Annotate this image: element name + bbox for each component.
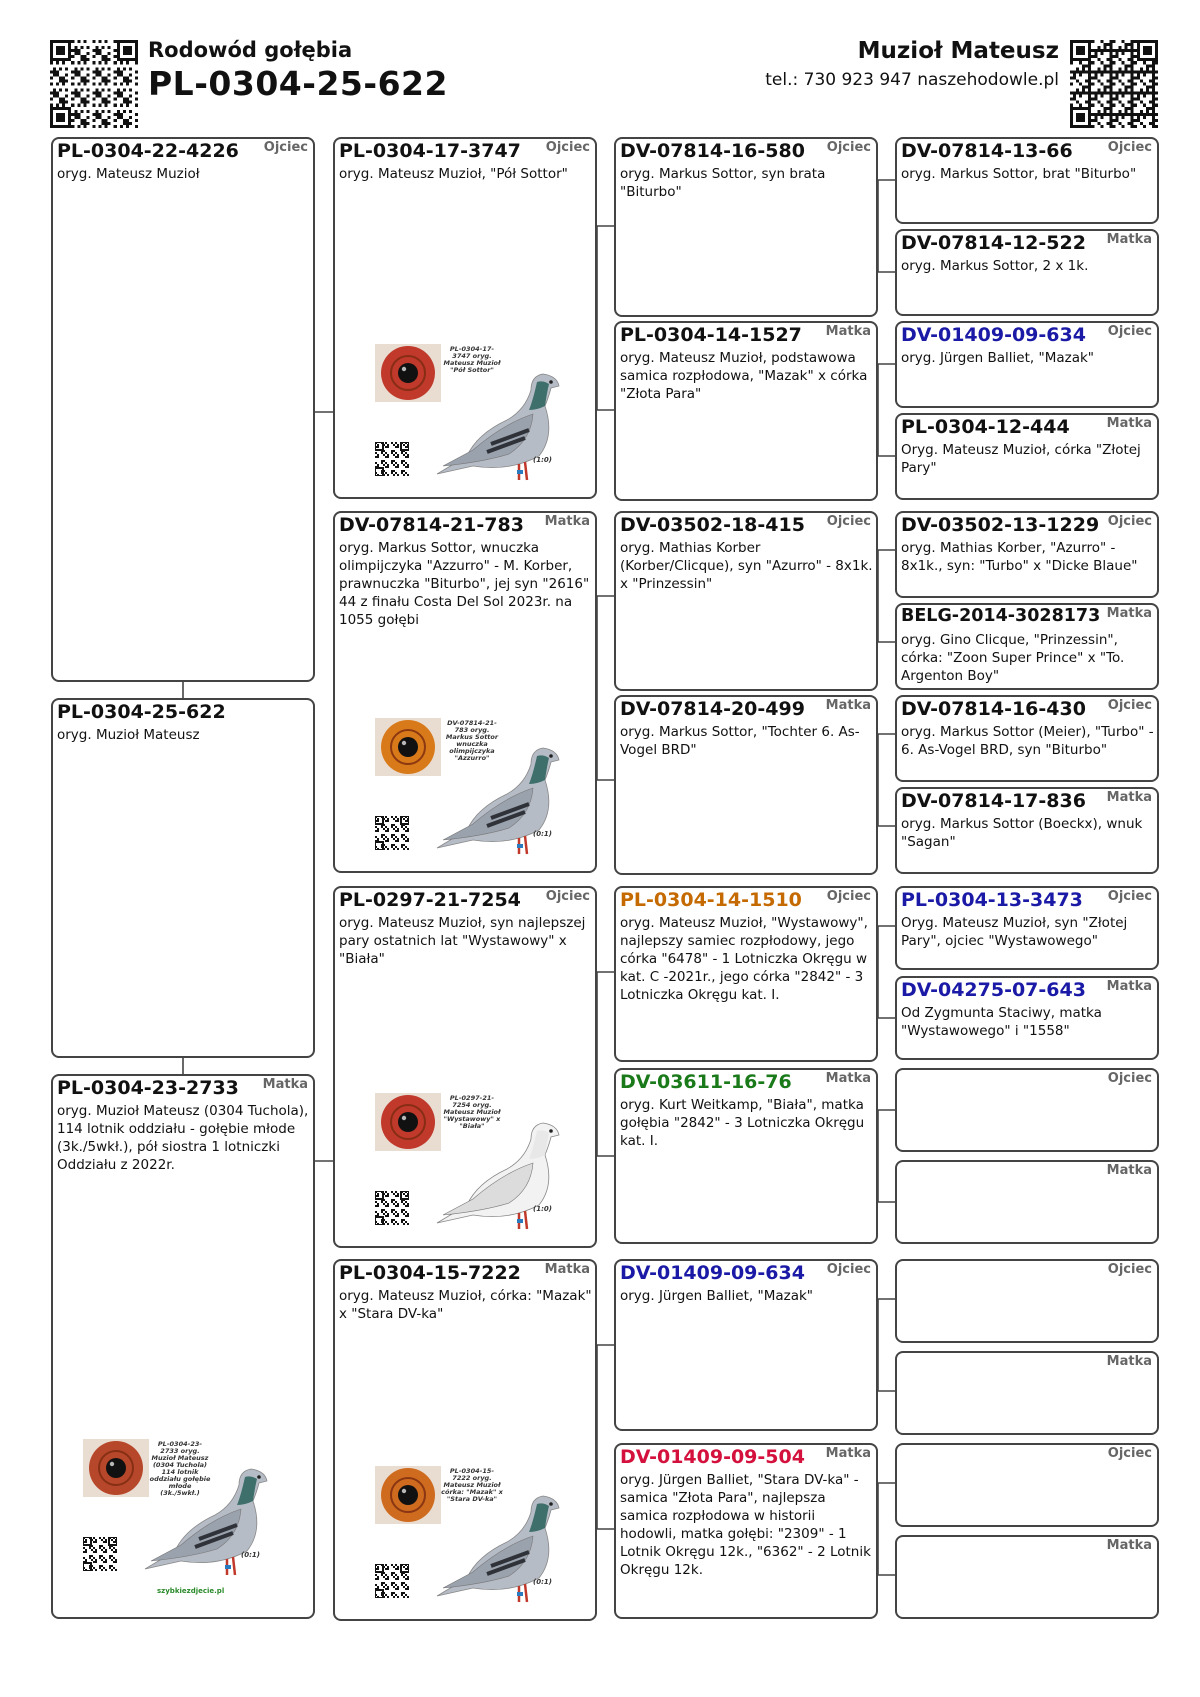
ring-number: DV-07814-16-580 [620, 140, 805, 162]
pedigree-box-g3e [614, 886, 878, 1062]
description: oryg. Mathias Korber (Korber/Clicque), syn "Azurro" - 8x1k. x "Prinzessin" [620, 540, 873, 592]
description: oryg. Jürgen Balliet, "Mazak" [901, 350, 1095, 366]
description: oryg. Muzioł Mateusz (0304 Tuchola), 114 lotnik oddziału - gołębie młode (3k./5wkł.), pół siostra 1 lotniczki Oddziału z 2022r. [57, 1103, 309, 1173]
description: oryg. Jürgen Balliet, "Mazak" [620, 1288, 814, 1304]
pedigree-box-g4e [895, 511, 1159, 598]
pedigree-box-g4m [895, 1259, 1159, 1343]
ring-number: DV-01409-09-634 [901, 324, 1086, 346]
photo-caption: PL-0304-23-2733 oryg. Muzioł Mateusz (0304 Tuchola) 114 lotnik oddziału gołębie młode (3k./5wkł.) [149, 1440, 211, 1497]
pedigree-box-g1f [51, 137, 315, 682]
pigeon-photo-g2d [375, 1466, 575, 1626]
sex-label: Matka [825, 1071, 871, 1086]
photo-score: (0:1) [533, 830, 552, 838]
sex-label: Ojciec [1107, 1262, 1152, 1277]
ring-number: PL-0304-23-2733 [57, 1077, 239, 1099]
pedigree-box-g4b [895, 229, 1159, 316]
description: oryg. Mathias Korber, "Azurro" - 8x1k., syn: "Turbo" x "Dicke Blaue" [901, 540, 1138, 574]
pedigree-box-g3c [614, 511, 878, 691]
photo-caption: DV-07814-21-783 oryg. Markus Sottor wnuczka olimpijczyka "Azzurro" [445, 719, 499, 762]
photo-logo: szybkiezdjecie.pl [157, 1587, 225, 1595]
ring-number: DV-04275-07-643 [901, 979, 1086, 1001]
ring-number: DV-07814-13-66 [901, 140, 1073, 162]
description: Od Zygmunta Staciwy, matka "Wystawowego" i "1558" [901, 1005, 1102, 1039]
pedigree-box-g4j [895, 976, 1159, 1060]
photo-caption: PL-0304-15-7222 oryg. Mateusz Muzioł córka: "Mazak" x "Stara DV-ka" [441, 1467, 503, 1503]
sex-label: Matka [1106, 790, 1152, 805]
pedigree-box-g3b [614, 321, 878, 501]
description: Oryg. Mateusz Muzioł, córka "Złotej Pary" [901, 442, 1141, 476]
description: oryg. Mateusz Muzioł, córka: "Mazak" x "Stara DV-ka" [339, 1288, 592, 1322]
sex-label: Ojciec [1107, 889, 1152, 904]
pigeon-photo-g2a [375, 344, 575, 504]
ring-number: DV-07814-21-783 [339, 514, 524, 536]
sex-label: Ojciec [1107, 140, 1152, 155]
document-title: Rodowód gołębia [148, 38, 353, 62]
sex-label: Matka [825, 324, 871, 339]
description: oryg. Mateusz Muzioł, podstawowa samica rozpłodowa, "Mazak" x córka "Złota Para" [620, 350, 868, 402]
ring-number: PL-0304-13-3473 [901, 889, 1083, 911]
description: oryg. Markus Sottor, "Tochter 6. As-Vogel BRD" [620, 724, 860, 758]
pigeon-image [425, 1474, 575, 1614]
sex-label: Ojciec [545, 889, 590, 904]
qr-code-left [50, 40, 138, 128]
description: Oryg. Mateusz Muzioł, syn "Złotej Pary", ojciec "Wystawowego" [901, 915, 1128, 949]
sex-label: Matka [1106, 1538, 1152, 1553]
pigeon-image [133, 1447, 283, 1587]
pigeon-photo-g2b [375, 718, 575, 878]
pedigree-box-g4l [895, 1160, 1159, 1244]
photo-score: (1:0) [533, 456, 552, 464]
sex-label: Ojciec [1107, 1446, 1152, 1461]
sex-label: Matka [825, 698, 871, 713]
ring-number: PL-0304-17-3747 [339, 140, 521, 162]
qr-code-right [1070, 40, 1158, 128]
breeder-name: Muzioł Mateusz [857, 38, 1059, 64]
ring-number: PL-0304-14-1510 [620, 889, 802, 911]
description: oryg. Markus Sottor (Boeckx), wnuk "Sagan" [901, 816, 1143, 850]
ring-number: DV-03502-18-415 [620, 514, 805, 536]
pedigree-box-g4a [895, 137, 1159, 224]
photo-qr-code [83, 1537, 117, 1571]
photo-qr-code [375, 816, 409, 850]
sex-label: Ojciec [1107, 324, 1152, 339]
description: oryg. Mateusz Muzioł, syn najlepszej pary ostatnich lat "Wystawowy" x "Biała" [339, 915, 586, 967]
description: oryg. Markus Sottor, brat "Biturbo" [901, 166, 1137, 182]
sex-label: Ojciec [826, 140, 871, 155]
sex-label: Ojciec [826, 514, 871, 529]
pigeon-image [425, 726, 575, 866]
sex-label: Matka [825, 1446, 871, 1461]
description: oryg. Markus Sottor, wnuczka olimpijczyka "Azzurro" - M. Korber, prawnuczka "Biturbo", jej syn "2616" 44 z finału Costa Del Sol 2023r. na 1055 gołębi [339, 540, 590, 628]
photo-qr-code [375, 442, 409, 476]
pedigree-box-g4c [895, 321, 1159, 408]
pedigree-box-g3h [614, 1443, 878, 1619]
pigeon-image [425, 1101, 575, 1241]
pedigree-box-g3f [614, 1068, 878, 1244]
pedigree-box-g3a [614, 137, 878, 317]
pedigree-box-g4k [895, 1068, 1159, 1152]
pedigree-box-g4n [895, 1351, 1159, 1435]
description: oryg. Kurt Weitkamp, "Biała", matka gołębia "2842" - 3 Lotniczka Okręgu kat. I. [620, 1097, 865, 1149]
photo-caption: PL-0297-21-7254 oryg. Mateusz Muzioł "Wystawowy" x "Biała" [443, 1094, 501, 1130]
pigeon-ring-number: PL-0304-25-622 [148, 64, 448, 103]
sex-label: Matka [544, 514, 590, 529]
description: oryg. Mateusz Muzioł [57, 166, 200, 182]
sex-label: Ojciec [545, 140, 590, 155]
sex-label: Matka [1106, 606, 1152, 621]
ring-number: DV-07814-20-499 [620, 698, 805, 720]
sex-label: Ojciec [263, 140, 308, 155]
sex-label: Ojciec [826, 1262, 871, 1277]
sex-label: Matka [1106, 416, 1152, 431]
pedigree-box-g4i [895, 886, 1159, 970]
pedigree-box-g3d [614, 695, 878, 875]
sex-label: Ojciec [1107, 514, 1152, 529]
pedigree-box-g4p [895, 1535, 1159, 1619]
description: oryg. Markus Sottor (Meier), "Turbo" - 6. As-Vogel BRD, syn "Biturbo" [901, 724, 1154, 758]
ring-number: PL-0304-14-1527 [620, 324, 802, 346]
pedigree-box-main [51, 698, 315, 1058]
pedigree-box-g4f [895, 603, 1159, 690]
description: oryg. Markus Sottor, 2 x 1k. [901, 258, 1089, 274]
pedigree-box-g4g [895, 695, 1159, 782]
sex-label: Matka [1106, 1163, 1152, 1178]
ring-number: BELG-2014-3028173 [901, 606, 1101, 626]
breeder-contact: tel.: 730 923 947 naszehodowle.pl [765, 70, 1059, 90]
description: oryg. Gino Clicque, "Prinzessin", córka: "Zoon Super Prince" x "To. Argenton Boy" [901, 632, 1125, 684]
ring-number: DV-03502-13-1229 [901, 514, 1100, 536]
pigeon-photo-g1m [83, 1439, 283, 1599]
ring-number: DV-01409-09-504 [620, 1446, 805, 1468]
pedigree-box-g4h [895, 787, 1159, 874]
ring-number: PL-0304-22-4226 [57, 140, 239, 162]
ring-number: DV-07814-16-430 [901, 698, 1086, 720]
pedigree-box-g3g [614, 1259, 878, 1431]
description: oryg. Jürgen Balliet, "Stara DV-ka" - samica "Złota Para", najlepsza samica rozpłodowa w historii hodowli, matka gołębi: "2309" - 1 Lotnik Okręgu 12k., "6362" - 2 Lotnik Okręgu 12k. [620, 1472, 871, 1578]
pedigree-box-g4d [895, 413, 1159, 500]
photo-qr-code [375, 1191, 409, 1225]
ring-number: PL-0297-21-7254 [339, 889, 521, 911]
ring-number: DV-01409-09-634 [620, 1262, 805, 1284]
ring-number: PL-0304-12-444 [901, 416, 1070, 438]
description: oryg. Mateusz Muzioł, "Wystawowy", najlepszy samiec rozpłodowy, jego córka "6478" - 1 Lotniczka Okręgu w kat. C -2021r., jego córka "2842" - 3 Lotniczka Okręgu kat. I. [620, 915, 868, 1003]
ring-number: PL-0304-15-7222 [339, 1262, 521, 1284]
sex-label: Matka [1106, 979, 1152, 994]
pigeon-image [425, 352, 575, 492]
photo-caption: PL-0304-17-3747 oryg. Mateusz Muzioł "Pół Sottor" [443, 345, 501, 374]
ring-number: DV-07814-17-836 [901, 790, 1086, 812]
ring-number: DV-07814-12-522 [901, 232, 1086, 254]
photo-qr-code [375, 1564, 409, 1598]
sex-label: Matka [1106, 1354, 1152, 1369]
sex-label: Matka [262, 1077, 308, 1092]
sex-label: Ojciec [1107, 698, 1152, 713]
photo-score: (0:1) [241, 1551, 260, 1559]
description: oryg. Mateusz Muzioł, "Pół Sottor" [339, 166, 568, 182]
sex-label: Ojciec [826, 889, 871, 904]
ring-number: PL-0304-25-622 [57, 701, 226, 723]
sex-label: Matka [544, 1262, 590, 1277]
pedigree-box-g4o [895, 1443, 1159, 1527]
pigeon-photo-g2c [375, 1093, 575, 1253]
photo-score: (1:0) [533, 1205, 552, 1213]
description: oryg. Markus Sottor, syn brata "Biturbo" [620, 166, 826, 200]
sex-label: Ojciec [1107, 1071, 1152, 1086]
description: oryg. Muzioł Mateusz [57, 727, 200, 743]
photo-score: (0:1) [533, 1578, 552, 1586]
ring-number: DV-03611-16-76 [620, 1071, 792, 1093]
sex-label: Matka [1106, 232, 1152, 247]
